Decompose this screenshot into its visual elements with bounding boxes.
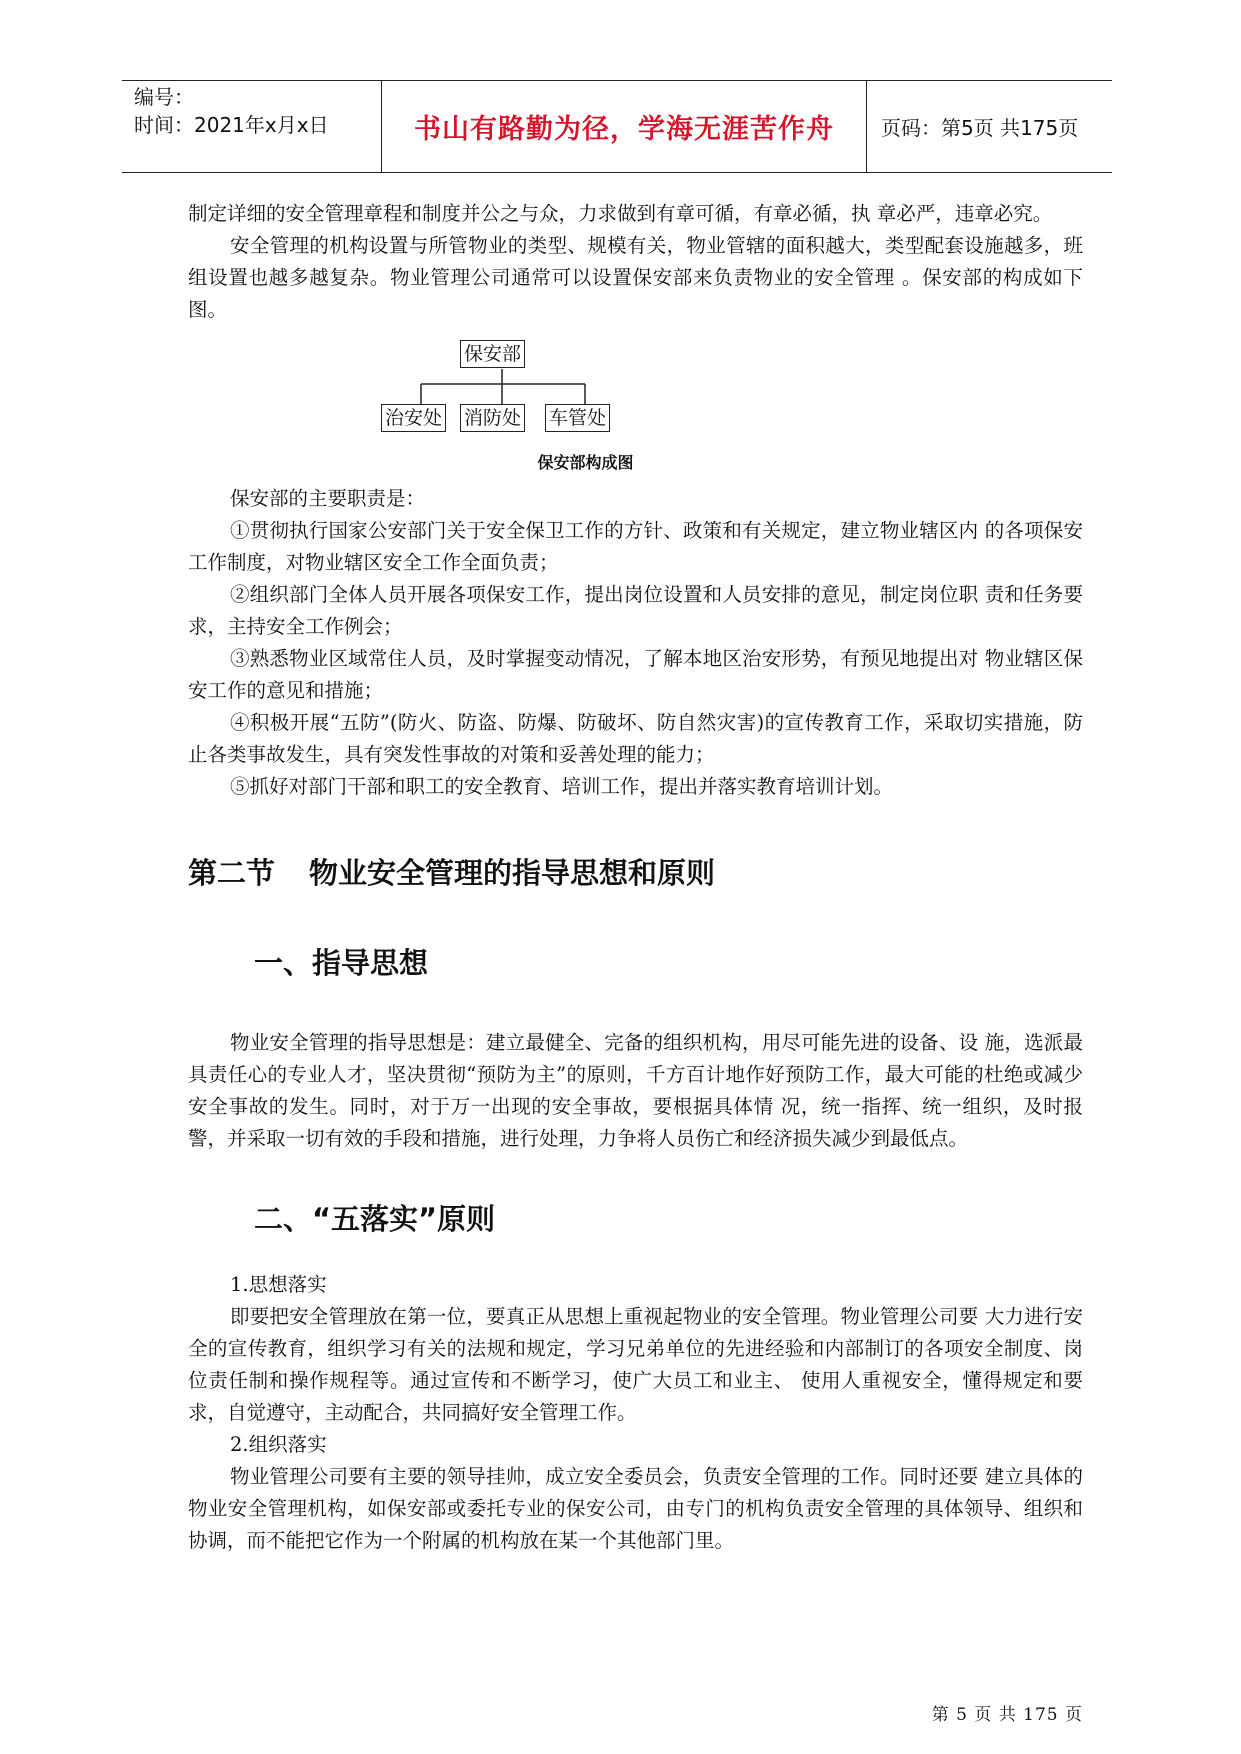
paragraph: 保安部的主要职责是： xyxy=(230,487,426,510)
item-title: 1.思想落实 xyxy=(230,1273,327,1296)
subsection-heading: 二、“五落实”原则 xyxy=(254,1202,496,1236)
section-heading xyxy=(188,853,1083,893)
org-node-public-order: 治安处 xyxy=(381,404,446,432)
paragraph: 物业管理公司要有主要的领导挂帅，成立安全委员会，负责安全管理的工作。同时还要 建立具体的物业安全管理机构，如保安部或委托专业的保安公司，由专门的机构负责安全管理的具体领导、组织和协调，而不能把它作为一个附属的机构放在某一个其他部门里。 xyxy=(188,1465,1083,1552)
header-page-cell xyxy=(867,81,1112,172)
header-table xyxy=(122,80,1112,173)
org-node-fire-control: 消防处 xyxy=(460,404,525,432)
header-meta xyxy=(122,81,382,172)
subsection-heading: 一、指导思想 xyxy=(254,946,429,980)
duty-item: ③熟悉物业区域常住人员，及时掌握变动情况，了解本地区治安形势，有预见地提出对 物业辖区保安工作的意见和措施； xyxy=(188,647,1083,702)
number-label: 编号： xyxy=(134,85,194,109)
page-label: 页码：第5页 共175页 xyxy=(881,116,1079,140)
document-body xyxy=(188,198,1083,1557)
section-title: 物业安全管理的指导思想和原则 xyxy=(309,856,716,890)
page-footer: 第 5 页 共 175 页 xyxy=(931,1705,1083,1725)
duty-item: ⑤抓好对部门干部和职工的安全教育、培训工作，提出并落实教育培训计划。 xyxy=(230,775,894,798)
org-node-vehicle-mgmt: 车管处 xyxy=(545,404,610,432)
paragraph: 安全管理的机构设置与所管物业的类型、规模有关，物业管辖的面积越大，类型配套设施越多，班组设置也越多越复杂。物业管理公司通常可以设置保安部来负责物业的安全管理 。保安部的构成如下图。 xyxy=(188,234,1083,321)
header-motto-cell xyxy=(382,81,867,172)
paragraph: 物业安全管理的指导思想是：建立最健全、完备的组织机构，用尽可能先进的设备、设 施，选派最具责任心的专业人才，坚决贯彻“预防为主”的原则，千方百计地作好预防工作，最大可能的杜绝或减少安全事故的发生。同时，对于万一出现的安全事故，要根据具体情 况，统一指挥、统一组织，及时报警，并采取一切有效的手段和措施，进行处理，力争将人员伤亡和经济损失减少到最低点。 xyxy=(188,1031,1083,1150)
org-chart-lines xyxy=(188,334,1083,446)
duty-item: ④积极开展“五防”(防火、防盗、防爆、防破坏、防自然灾害)的宣传教育工作，采取切实措施，防止各类事故发生，具有突发性事故的对策和妥善处理的能力； xyxy=(188,711,1083,766)
paragraph: 即要把安全管理放在第一位，要真正从思想上重视起物业的安全管理。物业管理公司要 大力进行安全的宣传教育，组织学习有关的法规和规定，学习兄弟单位的先进经验和内部制订的各项安全制度、岗位责任制和操作规程等。通过宣传和不断学习，使广大员工和业主、 使用人重视安全，懂得规定和要求，自觉遵守，主动配合，共同搞好安全管理工作。 xyxy=(188,1305,1083,1424)
time-label: 时间：2021年x月x日 xyxy=(134,113,329,137)
org-chart-caption: 保安部构成图 xyxy=(537,453,634,472)
duty-item: ②组织部门全体人员开展各项保安工作，提出岗位设置和人员安排的意见，制定岗位职 责和任务要求，主持安全工作例会； xyxy=(188,583,1083,638)
org-node-security-dept: 保安部 xyxy=(460,340,525,368)
paragraph: 制定详细的安全管理章程和制度并公之与众，力求做到有章可循，有章必循，执 章必严，违章必究。 xyxy=(188,202,1053,225)
motto: 书山有路勤为径，学海无涯苦作舟 xyxy=(414,114,834,145)
duty-item: ①贯彻执行国家公安部门关于安全保卫工作的方针、政策和有关规定，建立物业辖区内 的各项保安工作制度，对物业辖区安全工作全面负责； xyxy=(188,519,1083,574)
item-title: 2.组织落实 xyxy=(230,1433,327,1456)
section-number: 第二节 xyxy=(188,856,276,890)
org-chart xyxy=(188,334,1083,446)
